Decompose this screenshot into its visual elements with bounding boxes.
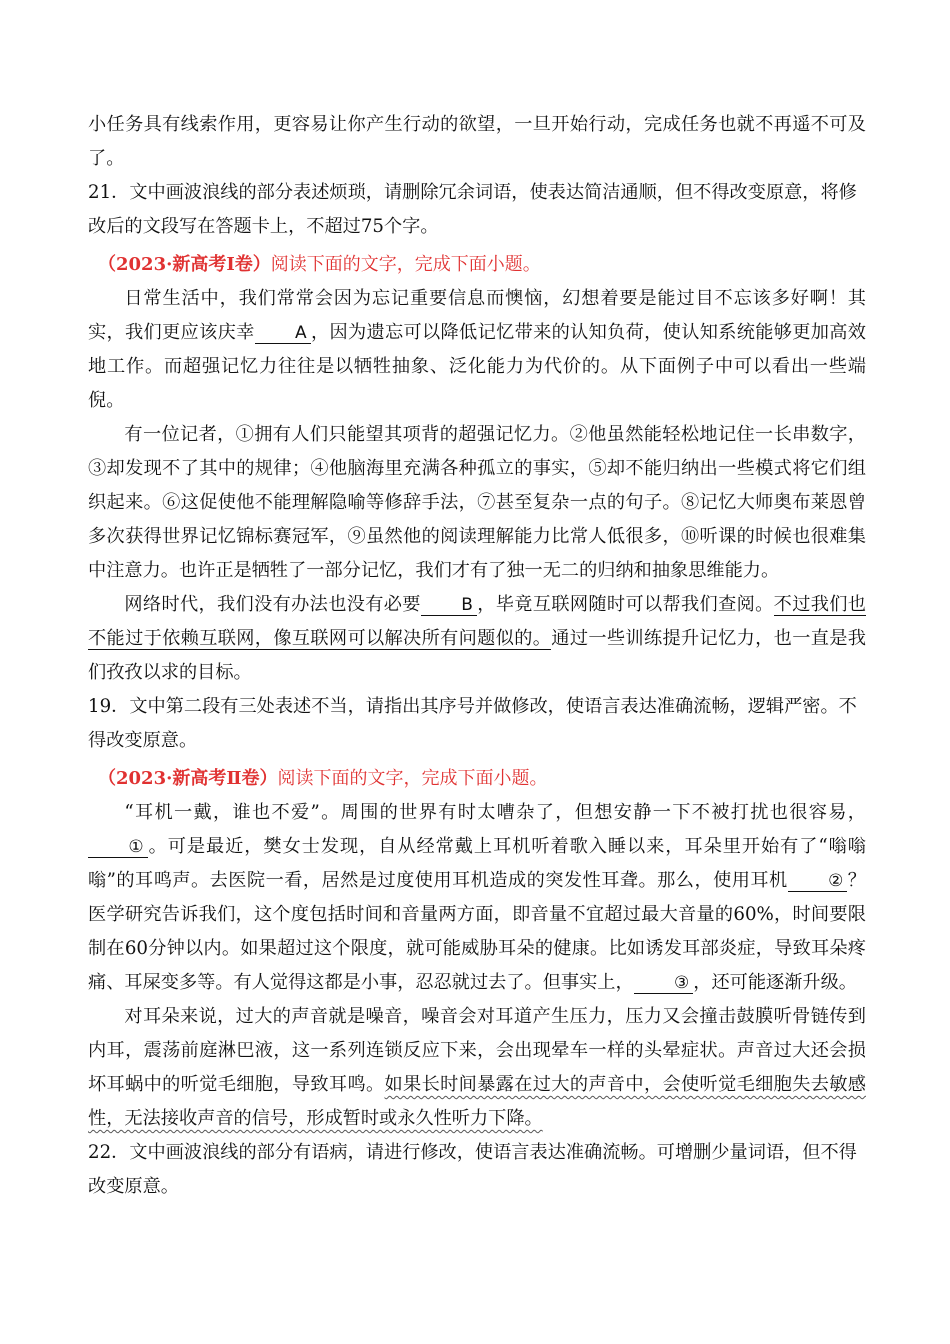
wavy-underlined-sentence: 如果长时间暴露在过大的声音中，会使听觉毛细胞失去敏感性，无法接收声音的信号，形成暂时或永久性听力下降。 (88, 1074, 866, 1129)
passage2-paragraph2 (88, 1000, 866, 1136)
question-21: 21．文中画波浪线的部分表述烦琐，请删除冗余词语，使表达简洁通顺，但不得改变原意，将修改后的文段写在答题卡上，不超过75个字。 (88, 182, 857, 237)
text-span: ，还可能逐渐升级。 (693, 972, 857, 993)
passage1-paragraph1 (88, 282, 866, 418)
document-page (88, 108, 866, 1204)
source-tag: （2023·新高考Ⅰ卷） (98, 254, 271, 275)
text-span: 对耳朵来说，过大的声音就是噪音，噪音会对耳道产生压力，压力又会撞击鼓膜听骨链传到内耳，震荡前庭淋巴液，这一系列连锁反应下来，会出现晕车一样的头晕症状。声音过大还会损坏耳蜗中的听觉毛细胞，导致耳鸣。 (88, 1006, 866, 1095)
question-22: 22．文中画波浪线的部分有语病，请进行修改，使语言表达准确流畅。可增删少量词语，但不得改变原意。 (88, 1142, 857, 1197)
text-span: ，毕竟互联网随时可以帮我们查阅。 (476, 594, 774, 615)
question-19: 19．文中第二段有三处表述不当，请指出其序号并做修改，使语言表达准确流畅，逻辑严密。不得改变原意。 (88, 696, 857, 751)
source-heading-1 (88, 248, 866, 282)
text-span: “耳机一戴，谁也不爱”。周围的世界有时太嘈杂了，但想安静一下不被打扰也很容易， (124, 802, 866, 823)
intro-paragraph: 小任务具有线索作用，更容易让你产生行动的欲望，一旦开始行动，完成任务也就不再遥不可及了。 (88, 114, 866, 169)
text-span: ，因为遗忘可以降低记忆带来的认知负荷，使认知系统能够更加高效地工作。而超强记忆力往往是以牺牲抽象、泛化能力为代价的。从下面例子中可以看出一些端倪。 (88, 322, 866, 411)
passage1-paragraph3 (88, 588, 866, 690)
passage1-paragraph2: 有一位记者，①拥有人们只能望其项背的超强记忆力。②他虽然能轻松地记住一长串数字，③却发现不了其中的规律；④他脑海里充满各种孤立的事实，⑤却不能归纳出一些模式将它们组织起来。⑥这促使他不能理解隐喻等修辞手法，⑦甚至复杂一点的句子。⑧记忆大师奥布莱恩曾多次获得世界记忆锦标赛冠军，⑨虽然他的阅读理解能力比常人低很多，⑩听课的时候也很难集中注意力。也许正是牺牲了一部分记忆，我们才有了独一无二的归纳和抽象思维能力。 (88, 424, 866, 581)
source-tag: （2023·新高考Ⅱ卷） (98, 768, 278, 789)
text-span: 日常生活中，我们常常会因为忘记重要信息而懊恼，幻想着要是能过目不忘该多好啊！其实，我们更应该庆幸 (88, 288, 866, 343)
blank-b: B (421, 595, 477, 616)
text-span: 。可是最近，樊女士发现，自从经常戴上耳机听着歌入睡以来，耳朵里开始有了“嗡嗡嗡”的耳鸣声。去医院一看，居然是过度使用耳机造成的突发性耳聋。那么，使用耳机 (88, 836, 866, 891)
source-heading-2 (88, 762, 866, 796)
blank-2: ② (788, 871, 848, 892)
blank-a: A (255, 323, 311, 344)
text-span: 网络时代，我们没有办法也没有必要 (124, 594, 421, 615)
blank-1: ① (88, 837, 148, 858)
blank-3: ③ (634, 973, 694, 994)
source-instruction: 阅读下面的文字，完成下面小题。 (270, 254, 541, 275)
text-span: ？医学研究告诉我们，这个度包括时间和音量两方面，即音量不宜超过最大音量的60%，时间要限制在60分钟以内。如果超过这个限度，就可能威胁耳朵的健康。比如诱发耳部炎症，导致耳朵疼痛、耳屎变多等。有人觉得这都是小事，忍忍就过去了。但事实上， (88, 870, 866, 993)
underlined-sentence: 不过我们也不能过于依赖互联网，像互联网可以解决所有问题似的。 (88, 594, 866, 649)
source-instruction: 阅读下面的文字，完成下面小题。 (277, 768, 548, 789)
passage2-paragraph1 (88, 796, 866, 1000)
text-span: 通过一些训练提升记忆力，也一直是我们孜孜以求的目标。 (88, 628, 866, 683)
